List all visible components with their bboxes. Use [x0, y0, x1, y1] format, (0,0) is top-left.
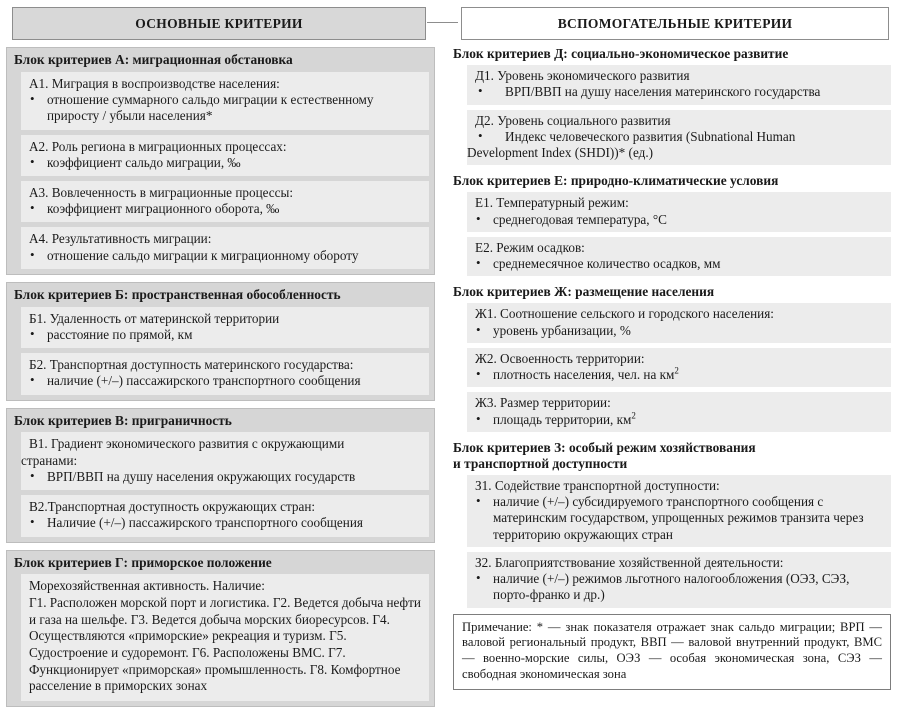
criterion-item — [467, 392, 891, 431]
criteria-block-title: Блок критериев Г: приморское положение — [14, 554, 272, 570]
indicator-item: • наличие (+/–) пассажирского транспортного сообщения — [29, 373, 423, 389]
criteria-block — [6, 408, 435, 543]
criterion-item — [21, 181, 429, 222]
criterion-label: Ж1. Соотношение сельского и городского населения: — [475, 306, 774, 322]
criterion-item — [467, 303, 891, 342]
criterion-label: Ж2. Освоенность территории: — [475, 350, 645, 366]
indicator-list — [29, 373, 423, 389]
indicator-list — [475, 412, 885, 428]
indicator-item: • наличие (+/–) режимов льготного налогообложения (ОЭЗ, СЭЗ, порто-франко и др.) — [475, 571, 885, 603]
criterion-label: Д1. Уровень экономического развития — [475, 68, 690, 84]
indicator-item: • отношение сальдо миграции к миграционному обороту — [29, 248, 423, 264]
main-criteria-column — [6, 4, 444, 694]
indicator-list — [475, 323, 885, 339]
criterion-label: З1. Содействие транспортной доступности: — [475, 477, 720, 493]
criteria-block-title: Блок критериев А: миграционная обстановка — [14, 52, 293, 67]
indicator-list — [475, 494, 885, 543]
criteria-block — [6, 282, 435, 401]
criterion-label: В1. Градиент экономического развития с окружающими — [29, 436, 345, 452]
criterion-item — [467, 110, 891, 166]
indicator-item: • ВРП/ВВП на душу населения материнского государства — [475, 84, 885, 100]
criteria-block-title: Блок критериев Б: пространственная обособленность — [14, 286, 341, 302]
criterion-item — [21, 495, 429, 536]
indicator-list — [29, 327, 423, 343]
header-connector-line — [427, 22, 458, 23]
criterion-item — [467, 348, 891, 387]
criterion-label: А4. Результативность миграции: — [29, 231, 212, 247]
indicator-list — [475, 256, 885, 272]
indicator-list — [29, 248, 423, 264]
criterion-label: Б1. Удаленность от материнской территории — [29, 310, 280, 326]
criterion-label: В2.Транспортная доступность окружающих стран: — [29, 499, 316, 515]
auxiliary-criteria-header: ВСПОМОГАТЕЛЬНЫЕ КРИТЕРИИ — [461, 7, 889, 40]
main-criteria-header: ОСНОВНЫЕ КРИТЕРИИ — [12, 7, 426, 40]
criteria-block — [6, 47, 435, 275]
criteria-block — [6, 550, 435, 707]
criterion-item — [21, 432, 429, 490]
indicator-list — [29, 92, 423, 124]
indicator-item: • Индекс человеческого развития (Subnational Human — [475, 129, 885, 145]
indicator-item: • коэффициент миграционного оборота, ‰ — [29, 201, 423, 217]
criterion-item — [467, 237, 891, 276]
criteria-block-title: Блок критериев З: особый режим хозяйствования и транспортной доступности — [451, 437, 893, 475]
indicator-item: • Наличие (+/–) пассажирского транспортного сообщения — [29, 515, 423, 531]
indicator-item: • площадь территории, $км^2$ — [475, 412, 885, 428]
criterion-label: З2. Благоприятствование хозяйственной деятельности: — [475, 554, 784, 570]
criterion-label: А1. Миграция в воспроизводстве населения: — [29, 75, 280, 91]
indicator-list — [475, 84, 885, 100]
indicator-list — [475, 571, 885, 603]
criteria-paragraph — [21, 574, 429, 700]
indicator-list — [475, 212, 885, 228]
indicator-item: • ВРП/ВВП на душу населения окружающих государств — [29, 469, 423, 485]
criteria-block — [451, 281, 893, 431]
paragraph-body: Г1. Расположен морской порт и логистика. Г2. Ведется добыча нефти и газа на шельфе. Г3. Ведется добыча морских биоресурсов. Г4. Осуществляются «приморские» рекреация и туризм. Г5. Судостроение и судоремонт. Г6. Расположены ВМС. Г7. Функционирует «приморская» промышленность. Г8. Комфортное расселение в приморских зонах — [29, 595, 421, 694]
criteria-block-title-line2: и транспортной доступности — [453, 455, 628, 471]
indicator-item: • плотность населения, чел. на $км^2$ — [475, 367, 885, 383]
indicator-list — [29, 155, 423, 171]
criterion-label-continuation: странами: — [21, 452, 78, 468]
criterion-item — [21, 72, 429, 130]
indicator-continuation: Development Index (SHDI))* (ед.) — [467, 145, 654, 161]
criterion-label: Ж3. Размер территории: — [475, 395, 611, 411]
criterion-item — [467, 552, 891, 608]
criterion-item — [21, 307, 429, 348]
criterion-item — [467, 192, 891, 231]
criteria-block — [451, 170, 893, 276]
criterion-label: А2. Роль региона в миграционных процессах: — [29, 138, 287, 154]
indicator-list — [475, 367, 885, 383]
indicator-item: • среднемесячное количество осадков, мм — [475, 256, 885, 272]
indicator-item: • расстояние по прямой, км — [29, 327, 423, 343]
indicator-list — [29, 515, 423, 531]
indicator-item: • коэффициент сальдо миграции, ‰ — [29, 155, 423, 171]
auxiliary-criteria-column — [444, 4, 893, 682]
criterion-item — [21, 135, 429, 176]
indicator-item: • отношение суммарного сальдо миграции к естественному приросту / убыли населения* — [29, 92, 423, 124]
criterion-label: Е1. Температурный режим: — [475, 195, 629, 211]
criterion-label: А3. Вовлеченность в миграционные процессы: — [29, 184, 294, 200]
criteria-block — [451, 43, 893, 165]
indicator-list — [475, 129, 885, 145]
criteria-block-title: Блок критериев В: приграничность — [14, 412, 232, 428]
criterion-item — [467, 475, 891, 547]
criterion-label: Б2. Транспортная доступность материнского государства: — [29, 357, 354, 373]
indicator-list — [29, 469, 423, 485]
note-box: Примечание: * — знак показателя отражает знак сальдо миграции; ВРП — валовой региональный продукт, ВВП — валовой внутренний продукт, ВМС — военно-морские силы, ОЭЗ — особая экономическая зона, СЭЗ — свободная экономическая зона — [453, 614, 891, 690]
indicator-item: • уровень урбанизации, % — [475, 323, 885, 339]
criterion-item — [21, 353, 429, 394]
indicator-item: • наличие (+/–) субсидируемого транспортного сообщения с материнским государством, упрощенных режимов транзита через территорию окружающих стран — [475, 494, 885, 543]
paragraph-lead: Морехозяйственная активность. Наличие: — [29, 578, 265, 594]
criterion-item — [467, 65, 891, 104]
indicator-item: • среднегодовая температура, °С — [475, 212, 885, 228]
main-criteria-blocks — [6, 47, 435, 707]
criterion-label: Е2. Режим осадков: — [475, 239, 585, 255]
criteria-block-title: Блок критериев Д: социально-экономическое развитие — [453, 46, 789, 61]
criteria-block-title: Блок критериев Ж: размещение населения — [453, 284, 715, 300]
criteria-block — [451, 437, 893, 608]
auxiliary-criteria-blocks — [451, 43, 893, 608]
criterion-item — [21, 227, 429, 268]
indicator-list — [29, 201, 423, 217]
criterion-label: Д2. Уровень социального развития — [475, 112, 671, 128]
criteria-block-title: Блок критериев Е: природно-климатические условия — [453, 173, 779, 189]
